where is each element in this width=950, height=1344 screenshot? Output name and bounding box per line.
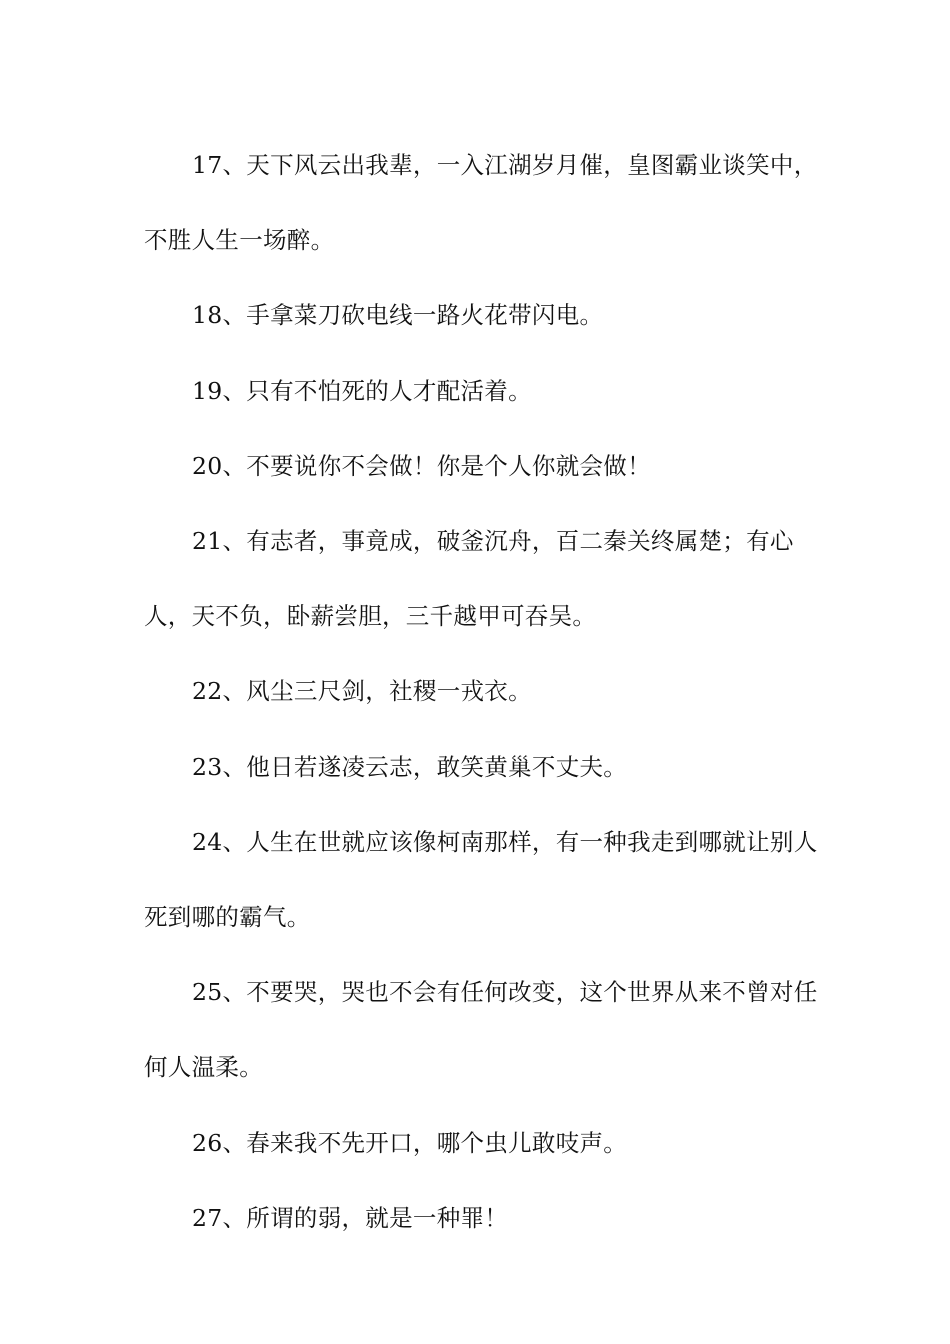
paragraph-19: 19、只有不怕死的人才配活着。 [192, 376, 532, 405]
paragraph-17: 17、天下风云出我辈，一入江湖岁月催，皇图霸业谈笑中，不胜人生一场醉。 [144, 151, 818, 255]
paragraph-23: 23、他日若遂凌云志，敢笑黄巢不丈夫。 [192, 752, 628, 781]
document-body [144, 128, 834, 1256]
paragraph-21: 21、有志者，事竟成，破釜沉舟，百二秦关终属楚；有心人，天不负，卧薪尝胆，三千越甲可吞吴。 [144, 527, 794, 631]
paragraph-20: 20、不要说你不会做！你是个人你就会做！ [192, 451, 651, 480]
paragraph-26: 26、春来我不先开口，哪个虫儿敢吱声。 [192, 1128, 628, 1157]
paragraph-27: 27、所谓的弱，就是一种罪！ [192, 1203, 509, 1232]
paragraph-22: 22、风尘三尺剑，社稷一戎衣。 [192, 677, 532, 706]
paragraph-18: 18、手拿菜刀砍电线一路火花带闪电。 [192, 301, 604, 330]
paragraph-24: 24、人生在世就应该像柯南那样，有一种我走到哪就让别人死到哪的霸气。 [144, 827, 818, 932]
paragraph-25: 25、不要哭，哭也不会有任何改变，这个世界从来不曾对任何人温柔。 [144, 978, 818, 1082]
